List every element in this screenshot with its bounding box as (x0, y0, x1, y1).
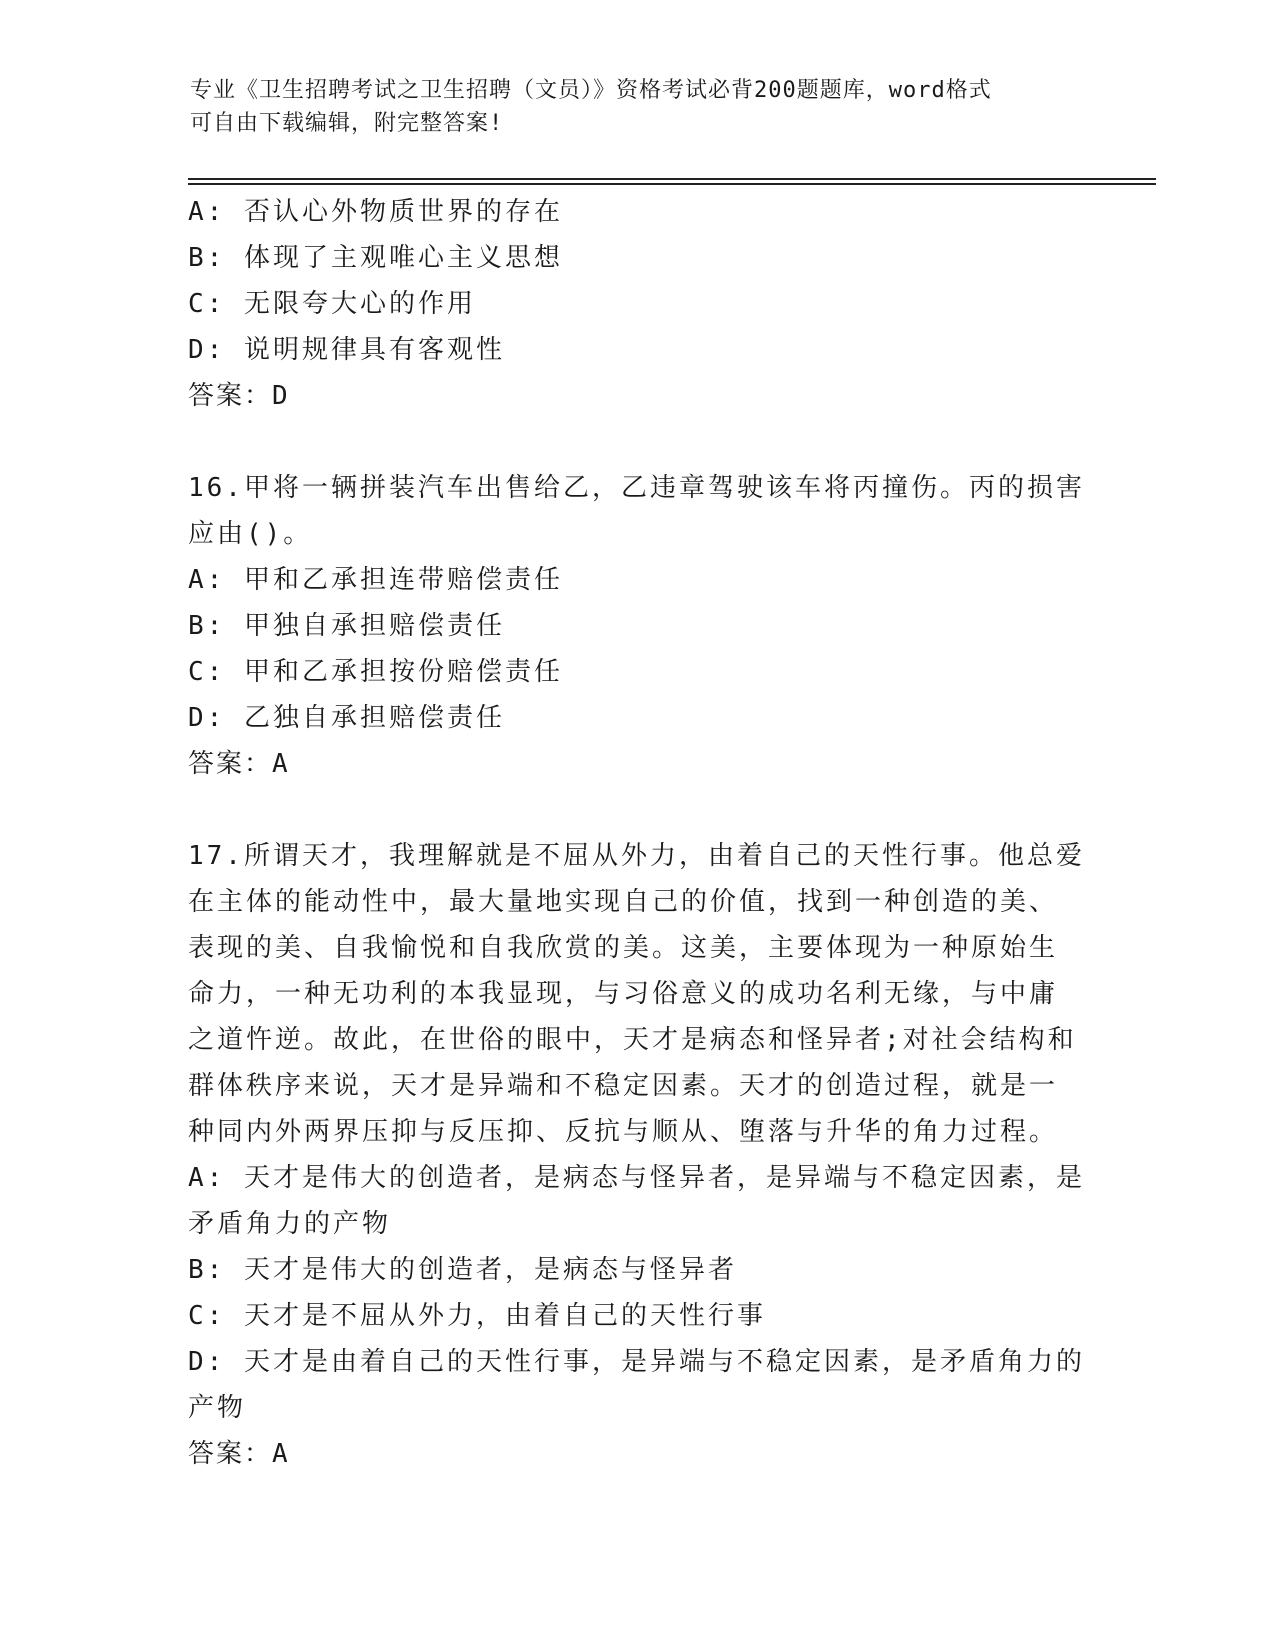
answer: 答案：A (188, 749, 290, 779)
header-rule-top (188, 178, 1156, 180)
question-stem-line: 16.甲将一辆拼装汽车出售给乙，乙违章驾驶该车将丙撞伤。丙的损害 (188, 473, 1085, 503)
question-stem-line: 命力，一种无功利的本我显现，与习俗意义的成功名利无缘，与中庸 (188, 979, 1059, 1009)
question-16 (188, 465, 1088, 787)
spacer (188, 419, 1088, 465)
option-d: D: 天才是由着自己的天性行事，是异端与不稳定因素，是矛盾角力的 (188, 1347, 1085, 1377)
option-a-continued: 矛盾角力的产物 (188, 1209, 392, 1239)
option-a: A: 甲和乙承担连带赔偿责任 (188, 565, 563, 595)
question-stem-line: 种同内外两界压抑与反压抑、反抗与顺从、堕落与升华的角力过程。 (188, 1117, 1059, 1147)
question-17 (188, 833, 1088, 1477)
option-d: D: 说明规律具有客观性 (188, 335, 505, 365)
question-stem-line: 应由()。 (188, 519, 313, 549)
option-b: B: 体现了主观唯心主义思想 (188, 243, 563, 273)
option-c: C: 无限夸大心的作用 (188, 289, 476, 319)
option-c: C: 甲和乙承担按份赔偿责任 (188, 657, 563, 687)
document-body (188, 189, 1088, 1477)
option-a: A: 否认心外物质世界的存在 (188, 197, 563, 227)
option-b: B: 甲独自承担赔偿责任 (188, 611, 505, 641)
question-stem-line: 在主体的能动性中，最大量地实现自己的价值，找到一种创造的美、 (188, 887, 1059, 917)
question-stem-line: 之道忤逆。故此，在世俗的眼中，天才是病态和怪异者;对社会结构和 (188, 1025, 1077, 1055)
document-header (190, 74, 1070, 140)
prev-question (188, 189, 1088, 419)
header-line-2: 可自由下载编辑，附完整答案! (190, 111, 504, 136)
question-stem-line: 群体秩序来说，天才是异端和不稳定因素。天才的创造过程，就是一 (188, 1071, 1059, 1101)
header-line-1: 专业《卫生招聘考试之卫生招聘（文员）》资格考试必背200题题库，word格式 (190, 78, 992, 103)
option-b: B: 天才是伟大的创造者，是病态与怪异者 (188, 1255, 737, 1285)
spacer (188, 787, 1088, 833)
answer: 答案：D (188, 381, 290, 411)
header-rule-bottom (188, 183, 1156, 185)
option-d-continued: 产物 (188, 1393, 247, 1423)
option-d: D: 乙独自承担赔偿责任 (188, 703, 505, 733)
option-c: C: 天才是不屈从外力，由着自己的天性行事 (188, 1301, 766, 1331)
option-a: A: 天才是伟大的创造者，是病态与怪异者，是异端与不稳定因素，是 (188, 1163, 1085, 1193)
question-stem-line: 17.所谓天才，我理解就是不屈从外力，由着自己的天性行事。他总爱 (188, 841, 1085, 871)
question-stem-line: 表现的美、自我愉悦和自我欣赏的美。这美，主要体现为一种原始生 (188, 933, 1059, 963)
answer: 答案：A (188, 1439, 290, 1469)
